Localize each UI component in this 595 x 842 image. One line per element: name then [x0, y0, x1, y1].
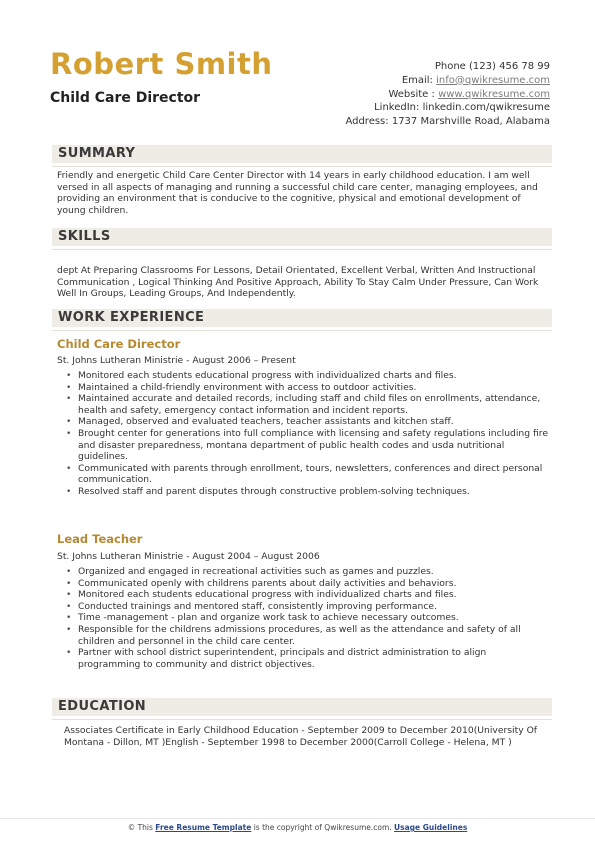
job-meta: St. Johns Lutheran Ministrie - August 2004 – August 2006 — [57, 551, 320, 562]
skills-heading: SKILLS — [52, 228, 552, 246]
email-link[interactable]: info@qwikresume.com — [436, 74, 550, 86]
summary-text: Friendly and energetic Child Care Center Director with 14 years in early childhood education. I am well versed in all aspects of managing and running a successful child care center, managing employees, and providing an environment that is conducive to the cognitive, physical and emotional development of young children. — [57, 170, 538, 216]
website-link[interactable]: www.qwikresume.com — [438, 88, 550, 100]
usage-guidelines-link[interactable]: Usage Guidelines — [394, 823, 468, 832]
education-text: Associates Certificate in Early Childhood Education - September 2009 to December 2010(University Of Montana - Dillon, MT )English - September 1998 to December 2000(Carroll College - Helena, MT ) — [64, 725, 538, 748]
list-item: • Maintained accurate and detailed records, including staff and child files on enrollments, attendance, health and safety, emergency contact information and incident reports. — [57, 393, 549, 416]
list-item: • Brought center for generations into full compliance with licensing and safety regulations including fire and disaster preparedness, montana department of public health codes and usda nutritional guidelines. — [57, 428, 549, 463]
phone-label: Phone — [434, 61, 466, 72]
contact-block — [345, 60, 550, 129]
contact-phone — [345, 60, 550, 74]
candidate-name: Robert Smith — [50, 47, 273, 81]
address-label: Address: — [345, 116, 389, 128]
linkedin-label: LinkedIn: — [374, 102, 420, 114]
list-item: • Resolved staff and parent disputes through constructive problem-solving techniques. — [57, 486, 549, 498]
job-bullet-list — [57, 566, 549, 670]
job-bullet-list — [57, 370, 549, 498]
free-resume-template-link[interactable]: Free Resume Template — [155, 823, 252, 832]
list-item: • Maintained a child-friendly environment with access to outdoor activities. — [57, 382, 549, 394]
job-title: Lead Teacher — [57, 532, 143, 546]
footer-prefix: © This — [127, 823, 153, 832]
list-item: • Time -management - plan and organize work task to achieve necessary outcomes. — [57, 612, 549, 624]
skills-text: dept At Preparing Classrooms For Lessons, Detail Orientated, Excellent Verbal, Written And Instructional Communication , Logical Thinking And Positive Approach, Ability To Stay Calm Under Pressure, Can Work Well In Groups, Leading Groups, And Independently. — [57, 265, 539, 300]
list-item: • Organized and engaged in recreational activities such as games and puzzles. — [57, 566, 549, 578]
work-experience-heading: WORK EXPERIENCE — [52, 309, 552, 327]
contact-email — [345, 74, 550, 88]
address-value: 1737 Marshville Road, Alabama — [391, 116, 550, 128]
job-meta: St. Johns Lutheran Ministrie - August 2006 – Present — [57, 355, 296, 366]
list-item: • Managed, observed and evaluated teachers, teacher assistants and kitchen staff. — [57, 416, 549, 428]
candidate-title: Child Care Director — [50, 90, 201, 106]
footer — [0, 823, 595, 832]
phone-value: (123) 456 78 99 — [469, 61, 550, 72]
list-item: • Monitored each students educational progress with individualized charts and files. — [57, 370, 549, 382]
list-item: • Communicated openly with childrens parents about daily activities and behaviors. — [57, 578, 549, 590]
list-item: • Communicated with parents through enrollment, tours, newsletters, conferences and direct personal communication. — [57, 463, 549, 486]
list-item: • Partner with school district superintendent, principals and district administration to align programming to community and district objectives. — [57, 647, 549, 670]
list-item: • Conducted trainings and mentored staff, consistently improving performance. — [57, 601, 549, 613]
summary-heading: SUMMARY — [52, 145, 552, 163]
contact-website — [345, 88, 550, 102]
list-item: • Monitored each students educational progress with individualized charts and files. — [57, 589, 549, 601]
footer-copyright-text: is the copyright of Qwikresume.com. — [253, 823, 392, 832]
contact-address — [345, 115, 550, 129]
contact-linkedin — [345, 101, 550, 115]
website-label: Website : — [388, 88, 435, 100]
list-item: • Responsible for the childrens admissions procedures, as well as the attendance and safety of all children and personnel in the child care center. — [57, 624, 549, 647]
footer-divider — [0, 818, 595, 819]
linkedin-value: linkedin.com/qwikresume — [422, 102, 550, 114]
email-label: Email: — [401, 74, 433, 86]
education-heading: EDUCATION — [52, 698, 552, 716]
job-title: Child Care Director — [57, 337, 181, 351]
